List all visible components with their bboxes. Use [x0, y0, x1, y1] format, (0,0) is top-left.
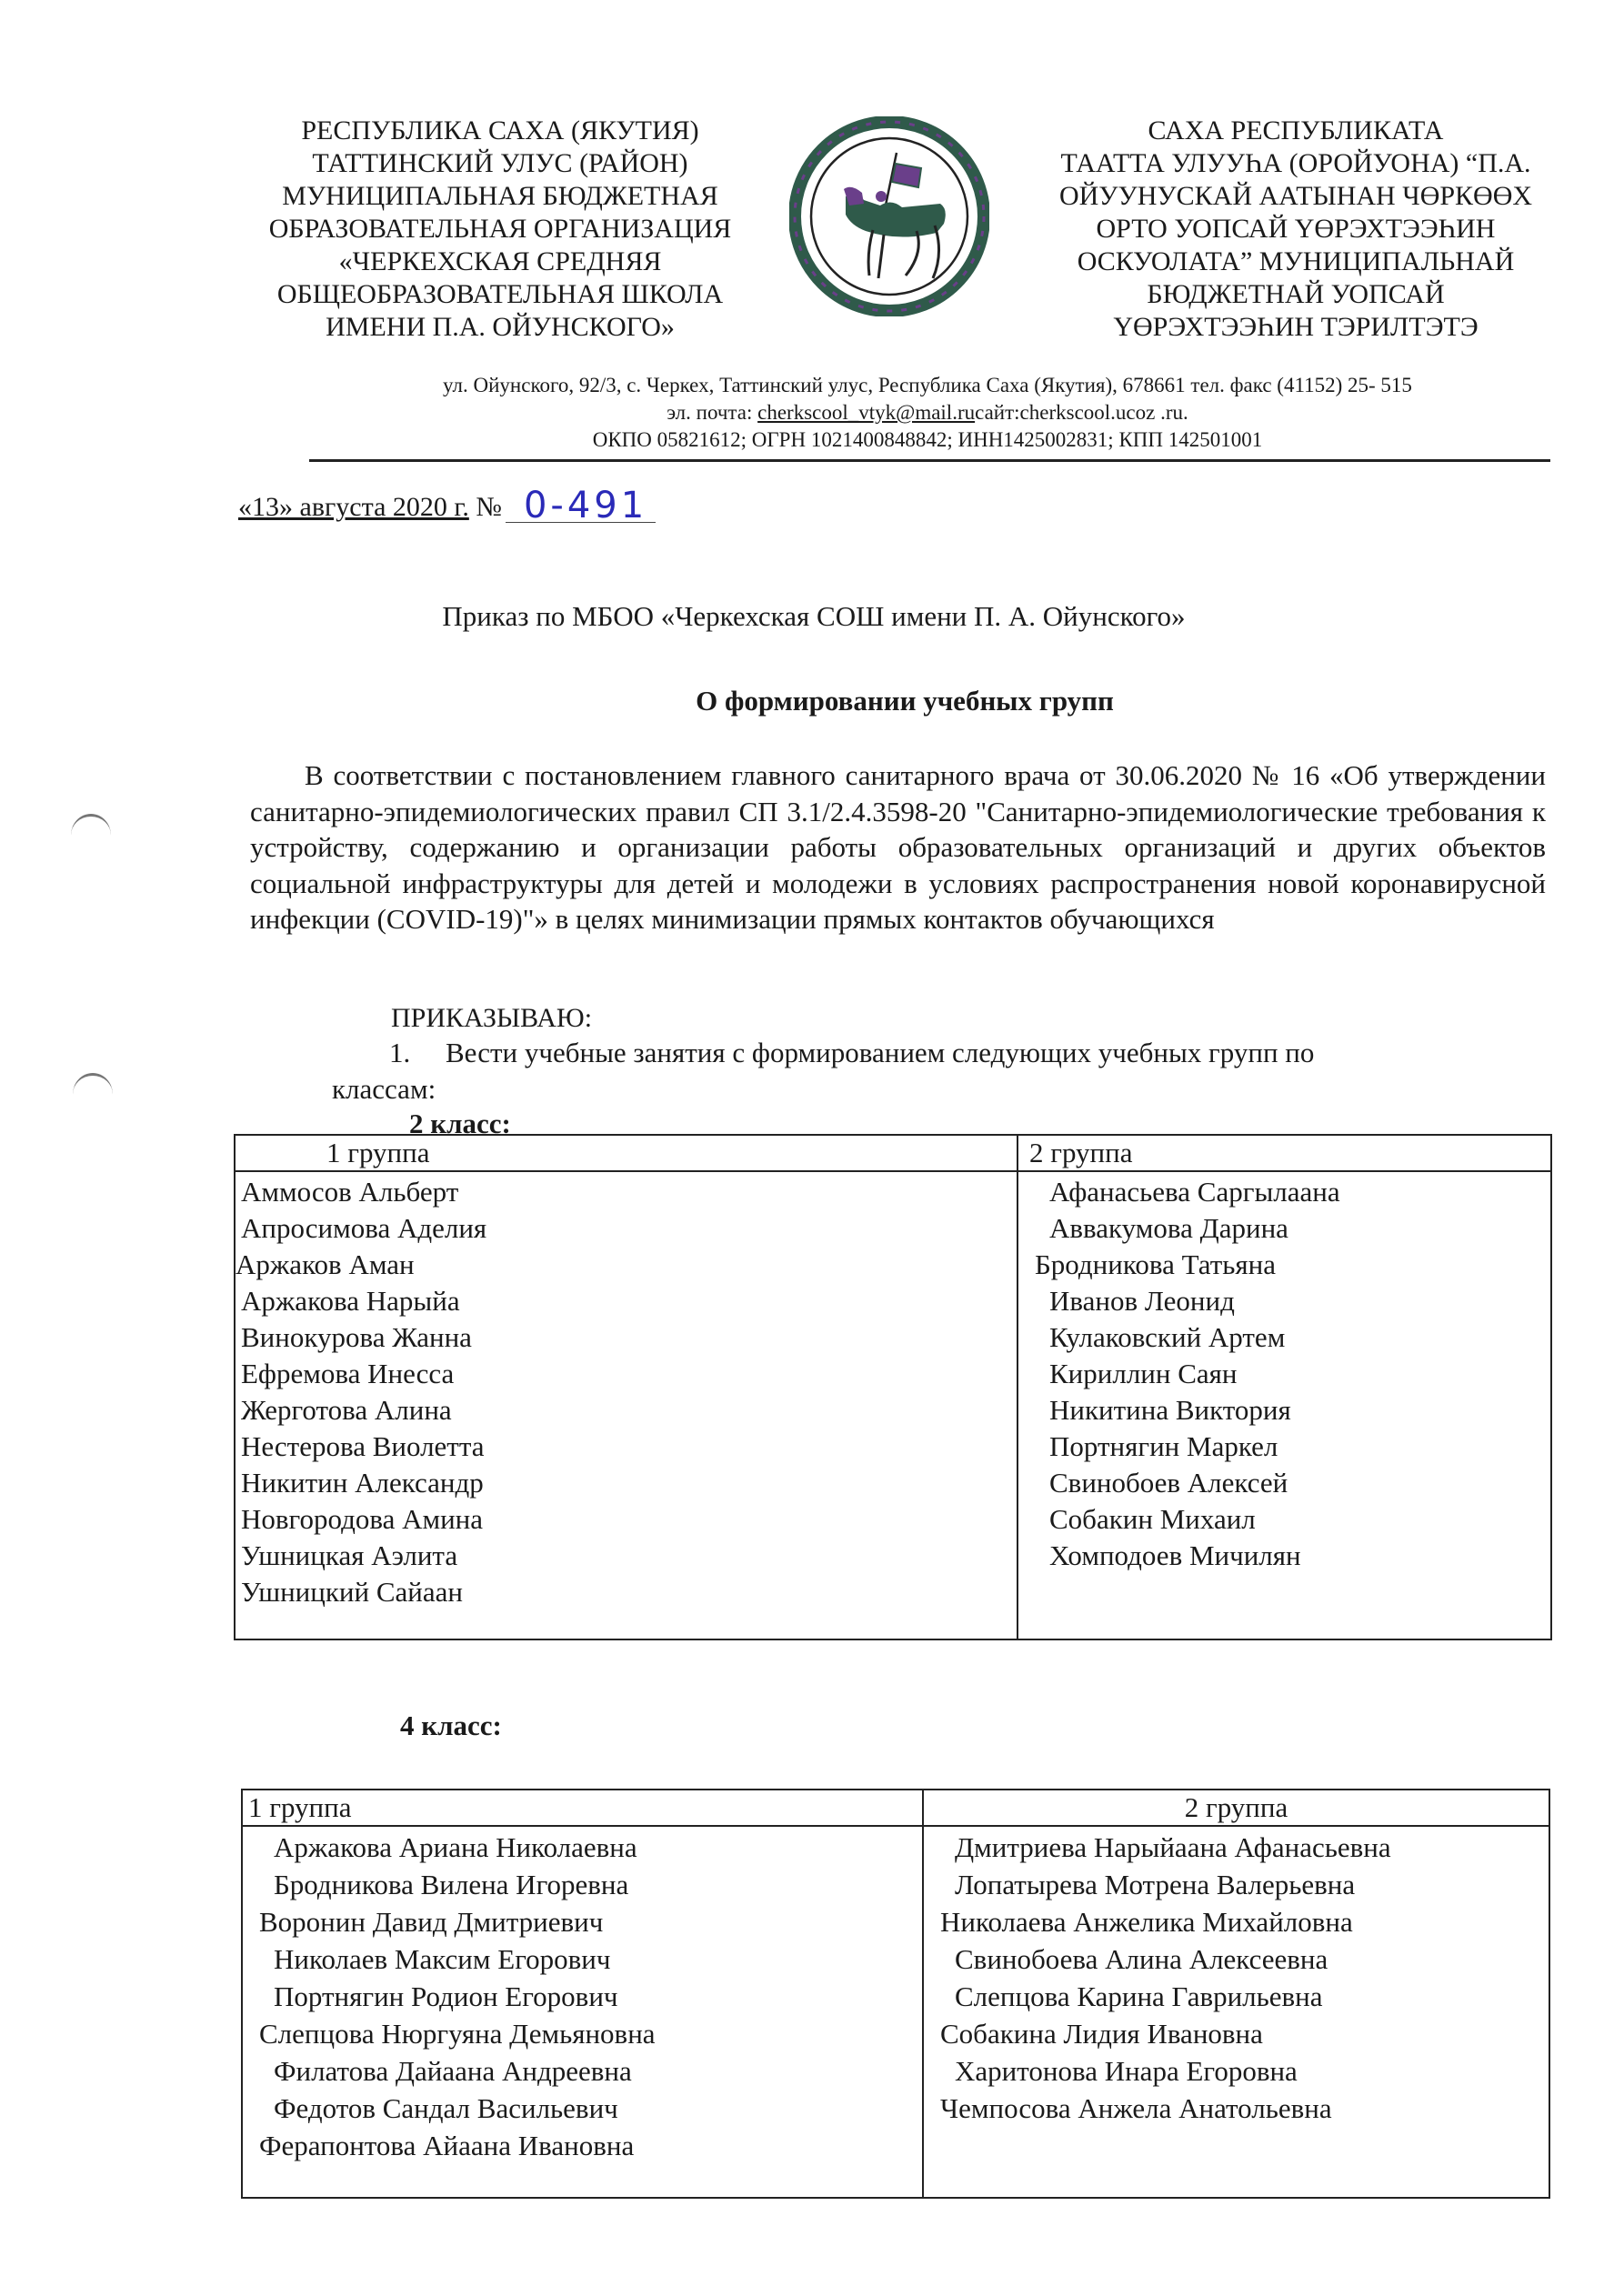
student-name: Аммосов Альберт — [241, 1176, 459, 1208]
student-name: Ефремова Инесса — [241, 1358, 455, 1389]
group-1-header: 1 группа — [242, 1790, 923, 1826]
student-name: Собакина Лидия Ивановна — [940, 2018, 1263, 2050]
header-yakut-block — [1028, 115, 1564, 344]
group-2-list — [1018, 1171, 1551, 1639]
student-name: Слепцова Карина Гаврильевна — [955, 1980, 1323, 2012]
student-name: Свинобоев Алексей — [1049, 1467, 1288, 1499]
site-text: сайт:cherkscool.ucoz .ru. — [975, 401, 1188, 424]
student-name: Портнягин Маркел — [1049, 1430, 1278, 1462]
order-item-1-continuation: классам: — [332, 1073, 436, 1105]
student-name: Никитина Виктория — [1049, 1394, 1291, 1426]
class-4-label: 4 класс: — [400, 1709, 502, 1741]
order-date: «13» августа 2020 г. — [238, 492, 469, 522]
header-line: РЕСПУБЛИКА САХА (ЯКУТИЯ) — [301, 115, 699, 145]
header-line: ТААТТА УЛУУҺА (ОРОЙУОНА) “П.А. — [1060, 148, 1531, 178]
header-line: САХА РЕСПУБЛИКАТА — [1148, 115, 1444, 145]
header-line: ОСКУОЛАТА” МУНИЦИПАЛЬНАЙ — [1077, 246, 1515, 276]
item-number: 1. — [389, 1037, 411, 1068]
group-1-list — [235, 1171, 1018, 1639]
student-name: Лопатырева Мотрена Валерьевна — [955, 1869, 1356, 1900]
student-name: Жерготова Алина — [241, 1394, 452, 1426]
address-line: ул. Ойунского, 92/3, с. Черкех, Таттинский улус, Республика Саха (Якутия), 678661 тел. факс (41152) 25- 515 — [443, 374, 1412, 396]
registry-codes-line: ОКПО 05821612; ОГРН 1021400848842; ИНН1425002831; КПП 142501001 — [592, 428, 1263, 451]
student-name: Аржакова Ариана Николаевна — [274, 1831, 637, 1863]
student-name: Собакин Михаил — [1049, 1503, 1256, 1535]
order-title: Приказ по МБОО «Черкехская СОШ имени П. А. Ойунского» — [442, 600, 1186, 632]
student-name: Апросимова Аделия — [241, 1212, 487, 1244]
header-russian-block — [255, 115, 746, 344]
group-2-header: 2 группа — [1018, 1135, 1551, 1171]
order-verb: ПРИКАЗЫВАЮ: — [391, 1003, 593, 1033]
student-name: Винокурова Жанна — [241, 1321, 472, 1353]
number-sign: № — [476, 492, 502, 522]
student-name: Николаев Максим Егорович — [274, 1943, 611, 1975]
student-name: Ушницкая Аэлита — [241, 1539, 458, 1571]
student-name: Хомподоев Мичилян — [1049, 1539, 1301, 1571]
order-date-number — [238, 485, 656, 526]
student-name: Портнягин Родион Егорович — [274, 1980, 618, 2012]
item-text: Вести учебные занятия с формированием следующих учебных групп по — [446, 1037, 1315, 1068]
class-2-groups-table — [234, 1134, 1552, 1640]
header-line: «ЧЕРКЕХСКАЯ СРЕДНЯЯ — [338, 246, 662, 276]
header-line: ҮӨРЭХТЭЭҺИН ТЭРИЛТЭТЭ — [1113, 312, 1479, 342]
student-name: Николаева Анжелика Михайловна — [940, 1906, 1353, 1938]
student-name: Аржакова Нарыйа — [241, 1285, 460, 1317]
header-line: БЮДЖЕТНАЙ УОПСАЙ — [1147, 279, 1445, 309]
order-item-1 — [389, 1037, 1571, 1069]
header-line: ОРТО УОПСАЙ ҮӨРЭХТЭЭҺИН — [1096, 214, 1496, 244]
header-line: ТАТТИНСКИЙ УЛУС (РАЙОН) — [312, 148, 688, 178]
student-name: Воронин Давид Дмитриевич — [259, 1906, 604, 1938]
student-name: Аржаков Аман — [236, 1248, 415, 1280]
class-4-groups-table — [241, 1789, 1550, 2199]
email-label: эл. почта: — [667, 401, 758, 424]
student-name: Аввакумова Дарина — [1049, 1212, 1288, 1244]
email-site-line — [309, 400, 1546, 426]
student-name: Кириллин Саян — [1049, 1358, 1238, 1389]
order-number-handwritten: 0-491 — [506, 489, 656, 523]
group-2-header: 2 группа — [923, 1790, 1549, 1826]
student-name: Федотов Сандал Васильевич — [274, 2092, 618, 2124]
student-name: Нестерова Виолетта — [241, 1430, 485, 1462]
student-name: Бродникова Татьяна — [1035, 1248, 1276, 1280]
class-2-label: 2 класс: — [409, 1108, 511, 1139]
student-name: Ферапонтова Айаана Ивановна — [259, 2130, 635, 2161]
group-1-list — [242, 1826, 923, 2198]
student-name: Свинобоева Алина Алексеевна — [955, 1943, 1328, 1975]
student-name: Иванов Леонид — [1049, 1285, 1235, 1317]
student-name: Афанасьева Саргылаана — [1049, 1176, 1340, 1208]
student-name: Дмитриева Нарыйаана Афанасьевна — [955, 1831, 1391, 1863]
student-name: Слепцова Нюргуяна Демьяновна — [259, 2018, 656, 2050]
punch-hole-mark — [73, 1073, 113, 1116]
header-divider — [309, 459, 1550, 462]
student-name: Новгородова Амина — [241, 1503, 484, 1535]
header-line: ОБЩЕОБРАЗОВАТЕЛЬНАЯ ШКОЛА — [276, 279, 724, 309]
preamble-paragraph: В соответствии с постановлением главного санитарного врача от 30.06.2020 № 16 «Об утверждении санитарно-эпидемиологических правил СП 3.1/2.4.3598-20 "Санитарно-эпидемиологические требования к устройству, содержанию и организации работы образовательных организаций и других объектов социальной инфраструктуры для детей и молодежи в условиях распространения новой коронавирусной инфекции (COVID-19)"» в целях минимизации прямых контактов обучающихся — [250, 759, 1546, 935]
coat-of-arms-icon — [789, 116, 989, 316]
student-name: Никитин Александр — [241, 1467, 484, 1499]
student-name: Кулаковский Артем — [1049, 1321, 1286, 1353]
header-line: ОБРАЗОВАТЕЛЬНАЯ ОРГАНИЗАЦИЯ — [268, 214, 732, 244]
student-name: Харитонова Инара Егоровна — [955, 2055, 1298, 2087]
header-line: МУНИЦИПАЛЬНАЯ БЮДЖЕТНАЯ — [282, 181, 718, 211]
order-subject: О формировании учебных групп — [696, 685, 1114, 717]
header-line: ИМЕНИ П.А. ОЙУНСКОГО» — [326, 312, 675, 342]
email-link[interactable]: cherkscool_vtyk@mail.ru — [757, 401, 976, 424]
header-line: ОЙУУНУСКАЙ ААТЫНАН ЧӨРКӨӨХ — [1058, 181, 1533, 211]
student-name: Бродникова Вилена Игоревна — [274, 1869, 629, 1900]
group-2-list — [923, 1826, 1549, 2198]
student-name: Филатова Дайаана Андреевна — [274, 2055, 632, 2087]
student-name: Ушницкий Сайаан — [241, 1576, 463, 1608]
group-1-header: 1 группа — [235, 1135, 1018, 1171]
student-name: Чемпосова Анжела Анатольевна — [940, 2092, 1332, 2124]
punch-hole-mark — [71, 814, 111, 857]
